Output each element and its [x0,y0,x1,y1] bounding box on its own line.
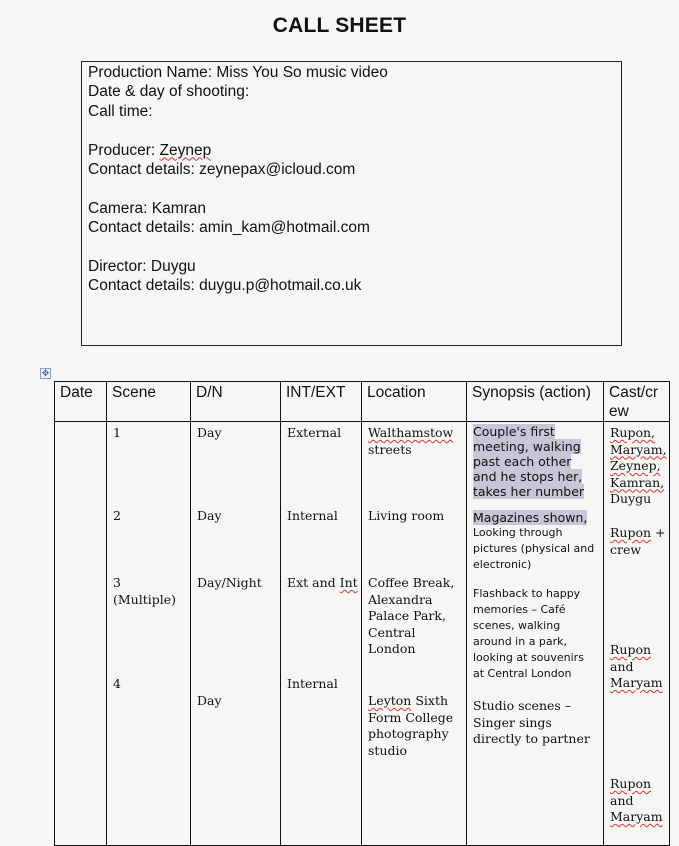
header-synopsis: Synopsis (action) [467,382,604,422]
scene-3-note: (Multiple) [113,591,177,607]
camera-label: Camera: [88,199,152,217]
shooting-date-line: Date & day of shooting: [88,83,250,101]
cast-1-zeynep: Zeynep, [610,458,661,473]
location-4-rest: Sixth Form College photography studio [368,693,454,758]
dn-4: Day [197,693,222,708]
intext-3-int: Int [339,575,358,590]
camera-contact-label: Contact details: [88,219,200,237]
synopsis-1 [473,424,597,499]
call-time-line: Call time: [88,102,153,120]
date-cell[interactable] [55,422,107,846]
location-1 [368,425,463,458]
producer-name: Zeynep [159,141,212,159]
scene-2: 2 [113,508,121,523]
header-intext: INT/EXT [281,382,362,422]
cast-3 [610,642,666,692]
cast-2-rupon: Rupon [610,525,652,540]
synopsis-2 [473,510,597,573]
synopsis-4: Studio scenes – Singer sings directly to partner [473,698,590,746]
intext-3-ext: Ext and [287,575,340,590]
cast-3-maryam: Maryam [610,675,663,690]
dn-cell[interactable] [191,422,281,846]
production-info-box[interactable] [81,61,622,346]
header-cast: Cast/crew [604,382,670,422]
synopsis-2-highlighted: Magazines shown, [473,510,588,525]
table-header-row [55,382,670,422]
cast-4 [610,776,666,826]
cast-2-crew: + crew [610,525,666,557]
location-4 [368,693,463,759]
table-row [55,422,670,846]
synopsis-cell[interactable] [467,422,604,846]
cast-4-and: and [610,792,634,808]
camera-email: amin_kam@hotmail.com [199,219,370,237]
dn-1: Day [197,425,222,440]
location-1-line2: streets [368,441,412,457]
cast-1-duygu: Duygu [610,491,652,506]
director-contact-line [88,276,615,295]
scene-3 [113,575,187,608]
cast-3-and: and [610,658,634,674]
header-scene: Scene [107,382,191,422]
director-email: duygu.p@hotmail.co.uk [199,277,362,295]
intext-1: External [287,425,342,440]
producer-contact-line [88,160,615,179]
camera-name: Kamran [151,199,207,217]
producer-line [88,141,615,160]
dn-3: Day/Night [197,575,262,590]
intext-cell[interactable] [281,422,362,846]
location-cell[interactable] [362,422,467,846]
dn-2: Day [197,508,222,523]
intext-2: Internal [287,508,338,523]
production-name-value: Miss You So music video [216,64,388,81]
schedule-table [54,381,670,846]
location-1-line1: Walthamstow [368,425,454,440]
intext-4: Internal [287,676,338,691]
header-dn: D/N [191,382,281,422]
location-4-leyton: Leyton [368,693,412,708]
cast-1-kamran: Kamran, [610,474,665,490]
location-2: Living room [368,508,445,523]
cast-1-rupon: Rupon, [610,425,656,440]
scene-cell[interactable] [107,422,191,846]
camera-contact-line [88,218,615,237]
scene-1: 1 [113,425,121,440]
director-line [88,257,615,276]
synopsis-2-rest: Looking through pictures (physical and electronic) [473,526,595,571]
director-name: Duygu [150,257,196,275]
cast-cell[interactable] [604,422,670,846]
location-3: Coffee Break, Alexandra Palace Park, Central London [368,575,455,656]
cast-1 [610,425,666,508]
scene-3-number: 3 [113,575,121,590]
intext-3 [287,575,358,592]
director-label: Director: [88,257,151,275]
director-contact-label: Contact details: [88,277,200,295]
synopsis-1-highlighted: Couple's first meeting, walking past each other and he stops her, takes her number [473,424,585,499]
header-date: Date [55,382,107,422]
producer-email: zeynepax@icloud.com [199,160,356,178]
synopsis-3: Flashback to happy memories – Café scenes, walking around in a park, looking at souvenirs at Central London [473,587,584,680]
cast-1-maryam: Maryam, [610,441,667,457]
producer-label: Producer: [88,141,160,159]
camera-line [88,199,615,218]
table-move-handle-icon[interactable]: ✥ [41,368,50,378]
cast-2 [610,525,666,558]
production-name-line [88,63,615,82]
production-name-label: Production Name: [88,64,217,81]
cast-3-rupon: Rupon [610,642,652,657]
cast-4-maryam: Maryam [610,809,663,824]
cast-4-rupon: Rupon [610,776,652,791]
scene-4: 4 [113,676,121,691]
producer-contact-label: Contact details: [88,160,200,178]
header-location: Location [362,382,467,422]
page-title: CALL SHEET [272,14,407,37]
